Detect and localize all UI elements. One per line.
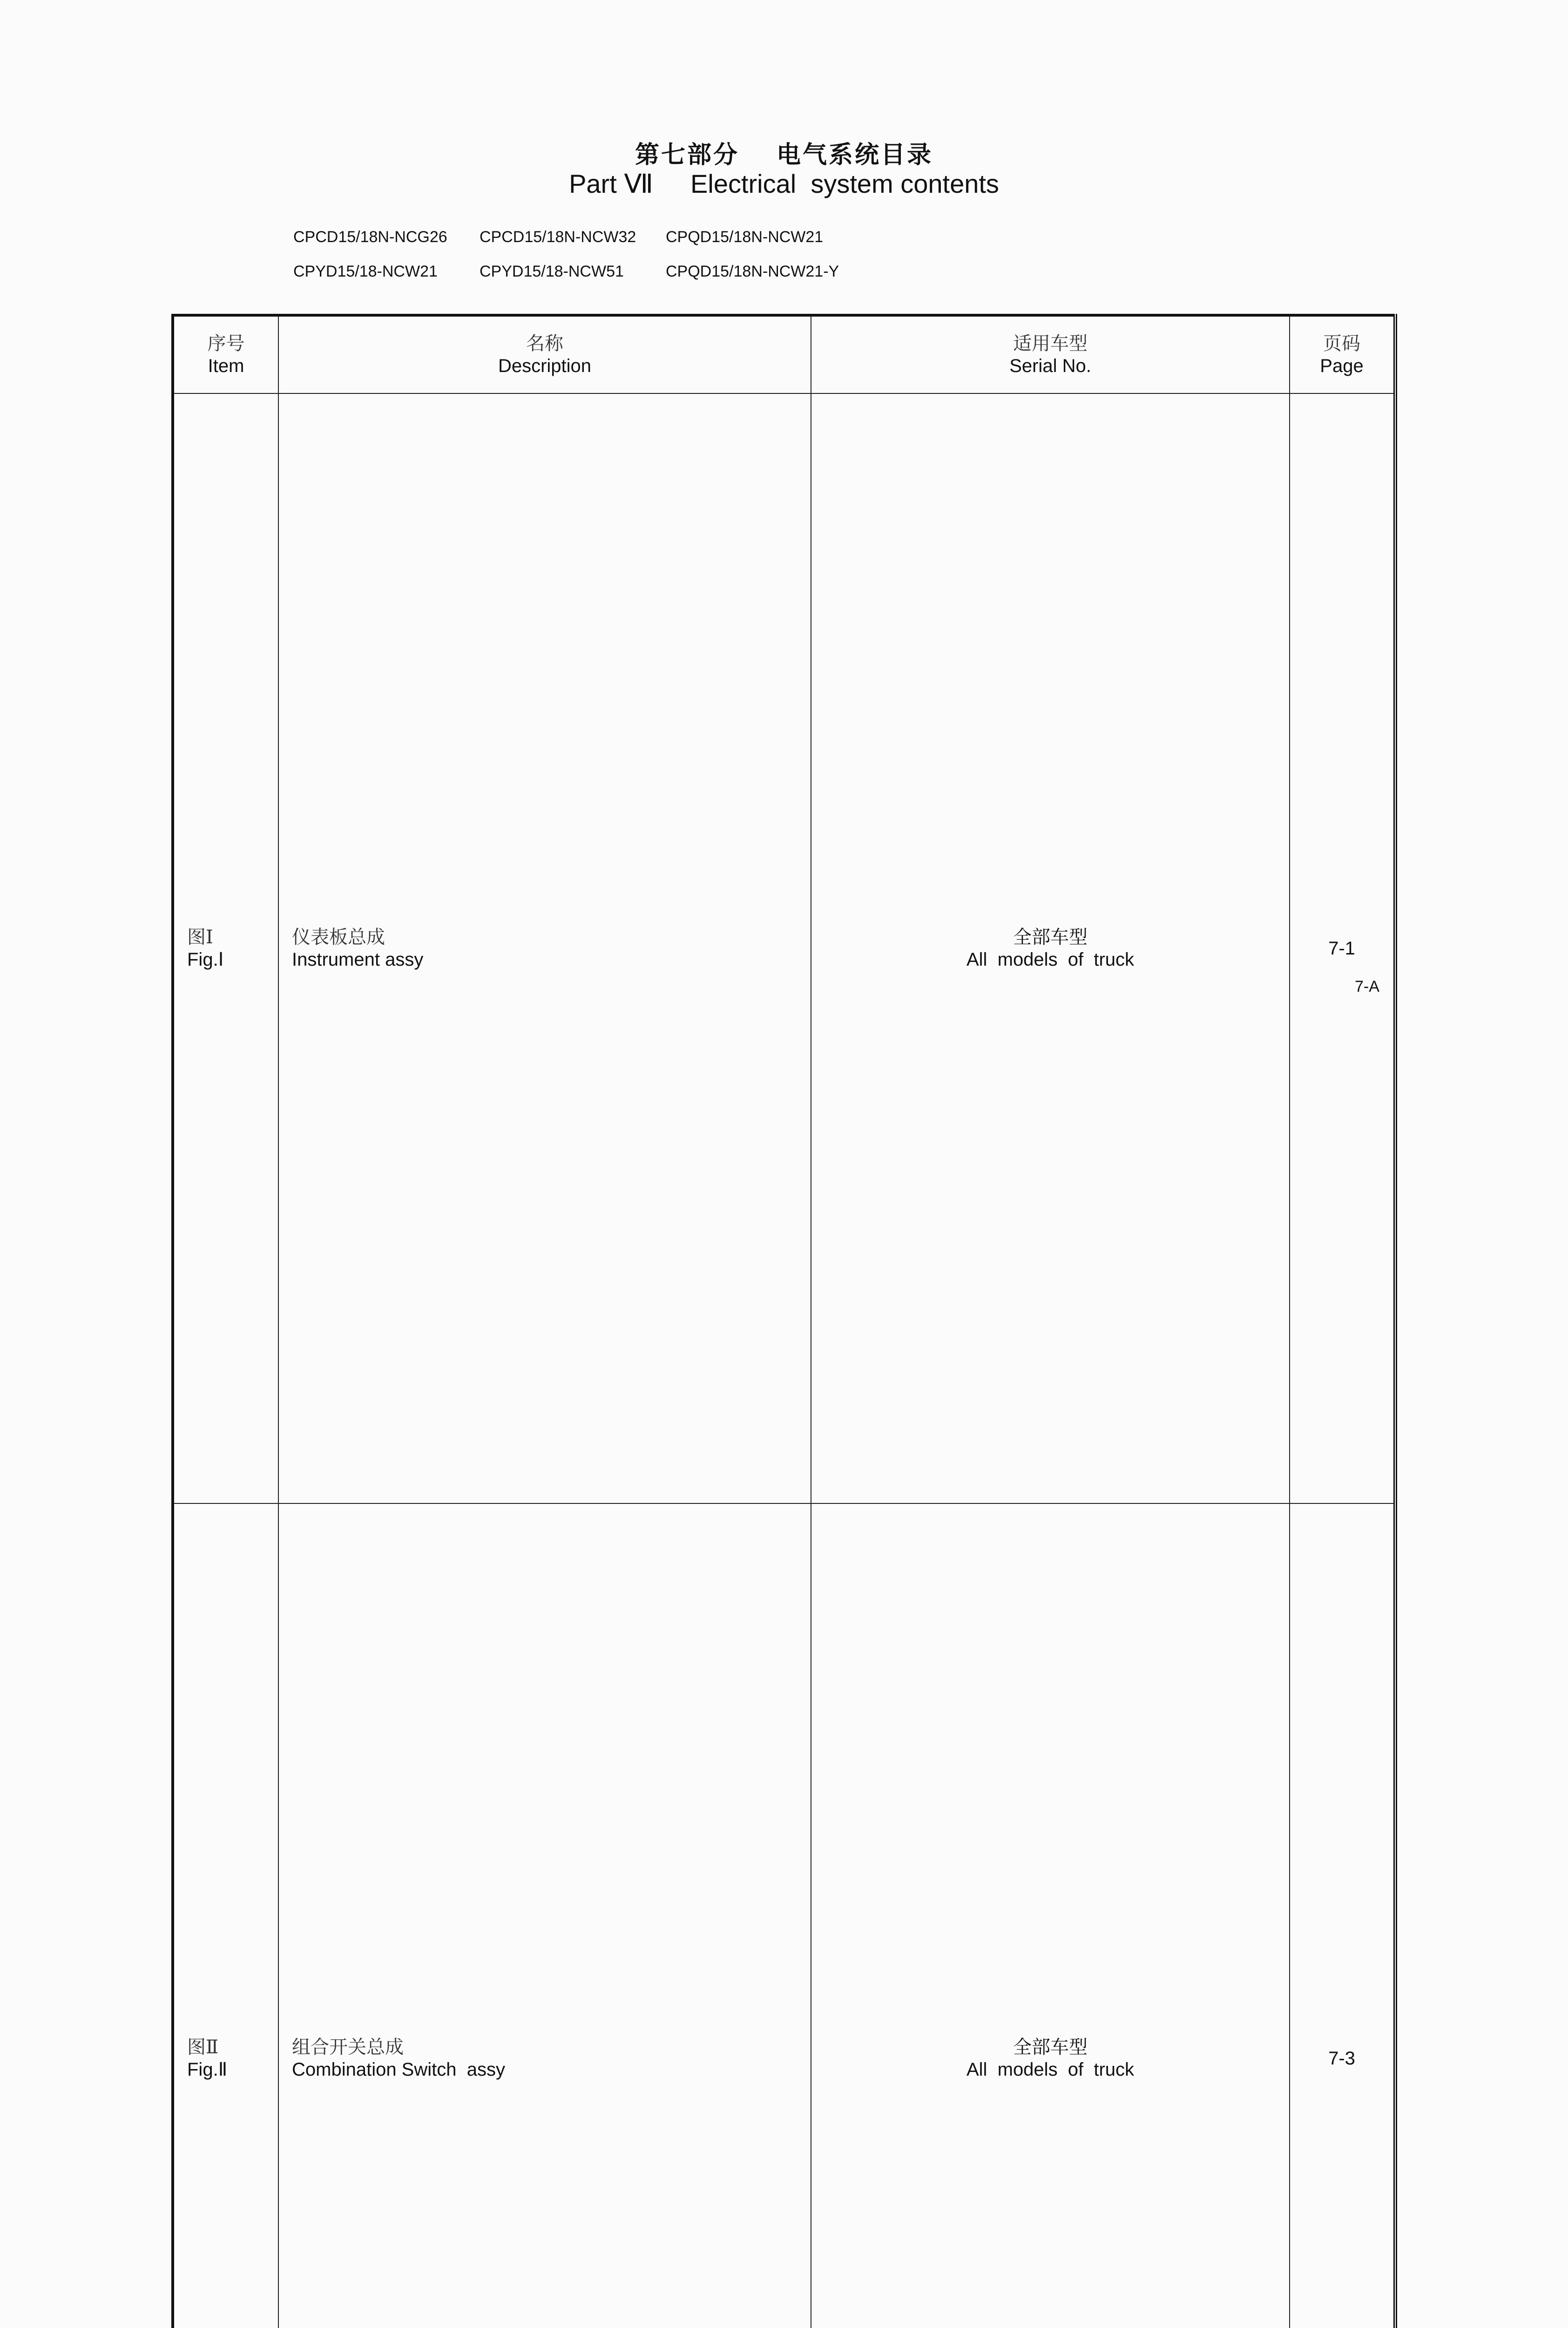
- english-title: [0, 169, 1568, 199]
- page-ref: 7-3: [1328, 2048, 1355, 2069]
- item-cell: [173, 1503, 278, 2328]
- model-code: CPYD15/18-NCW51: [480, 263, 624, 280]
- model-code: CPQD15/18N-NCW21-Y: [666, 263, 839, 280]
- page-cell: [1290, 393, 1395, 1503]
- item-cn: 图Ⅱ: [187, 2037, 219, 2058]
- description-cn: 组合开关总成: [292, 2037, 404, 2058]
- item-en: Fig.Ⅱ: [187, 2059, 228, 2080]
- description-cell: [278, 1503, 811, 2328]
- item-en: Fig.Ⅰ: [187, 949, 224, 970]
- description-en: Instrument assy: [292, 949, 424, 970]
- description-en-line: [292, 2058, 811, 2081]
- serial-cell: [811, 1503, 1290, 2328]
- description-cn: 仪表板总成: [292, 927, 385, 948]
- model-code: CPCD15/18N-NCW32: [480, 228, 636, 246]
- table-body: [173, 393, 1395, 2328]
- header-serial: [811, 315, 1290, 393]
- chinese-part-label: 第七部分: [635, 141, 739, 169]
- header-page-en: Page: [1320, 356, 1364, 376]
- model-row: [293, 263, 852, 297]
- header-description-en: Description: [498, 356, 592, 376]
- header-description-cn: 名称: [526, 333, 563, 354]
- table-header-row: [173, 315, 1395, 393]
- serial-line-2: All models of truck: [966, 949, 1135, 970]
- header-item: [173, 315, 278, 393]
- table-row: [173, 1503, 1395, 2328]
- header-page: [1290, 315, 1395, 393]
- description-en: Combination Switch assy: [292, 2059, 505, 2080]
- serial-line-2: All models of truck: [966, 2059, 1135, 2080]
- header-description: [278, 315, 811, 393]
- chinese-title: [0, 135, 1568, 170]
- chinese-title-text: 电气系统目录: [777, 141, 933, 169]
- model-code: CPQD15/18N-NCW21: [666, 228, 824, 246]
- header-serial-cn: 适用车型: [1013, 333, 1088, 354]
- model-code: CPCD15/18N-NCG26: [293, 228, 447, 246]
- item-cn: 图Ⅰ: [187, 927, 213, 948]
- header-page-cn: 页码: [1323, 333, 1360, 354]
- model-list: [293, 228, 852, 297]
- contents-table: [171, 314, 1397, 2328]
- description-en-line: [292, 948, 811, 971]
- page-cell: [1290, 1503, 1395, 2328]
- page-ref: 7-1: [1328, 938, 1355, 959]
- model-row: [293, 228, 852, 263]
- description-cell: [278, 393, 811, 1503]
- header-item-en: Item: [208, 356, 244, 376]
- english-part-label: Part Ⅶ: [569, 169, 654, 198]
- header-item-cn: 序号: [207, 333, 245, 354]
- english-title-text: Electrical system contents: [690, 169, 999, 198]
- page-number: 7-A: [1355, 978, 1379, 995]
- header-serial-en: Serial No.: [1009, 356, 1091, 376]
- item-cell: [173, 393, 278, 1503]
- serial-line-1: 全部车型: [1013, 927, 1088, 947]
- model-code: CPYD15/18-NCW21: [293, 263, 438, 280]
- table-row: [173, 393, 1395, 1503]
- serial-line-1: 全部车型: [1013, 2037, 1088, 2057]
- serial-cell: [811, 393, 1290, 1503]
